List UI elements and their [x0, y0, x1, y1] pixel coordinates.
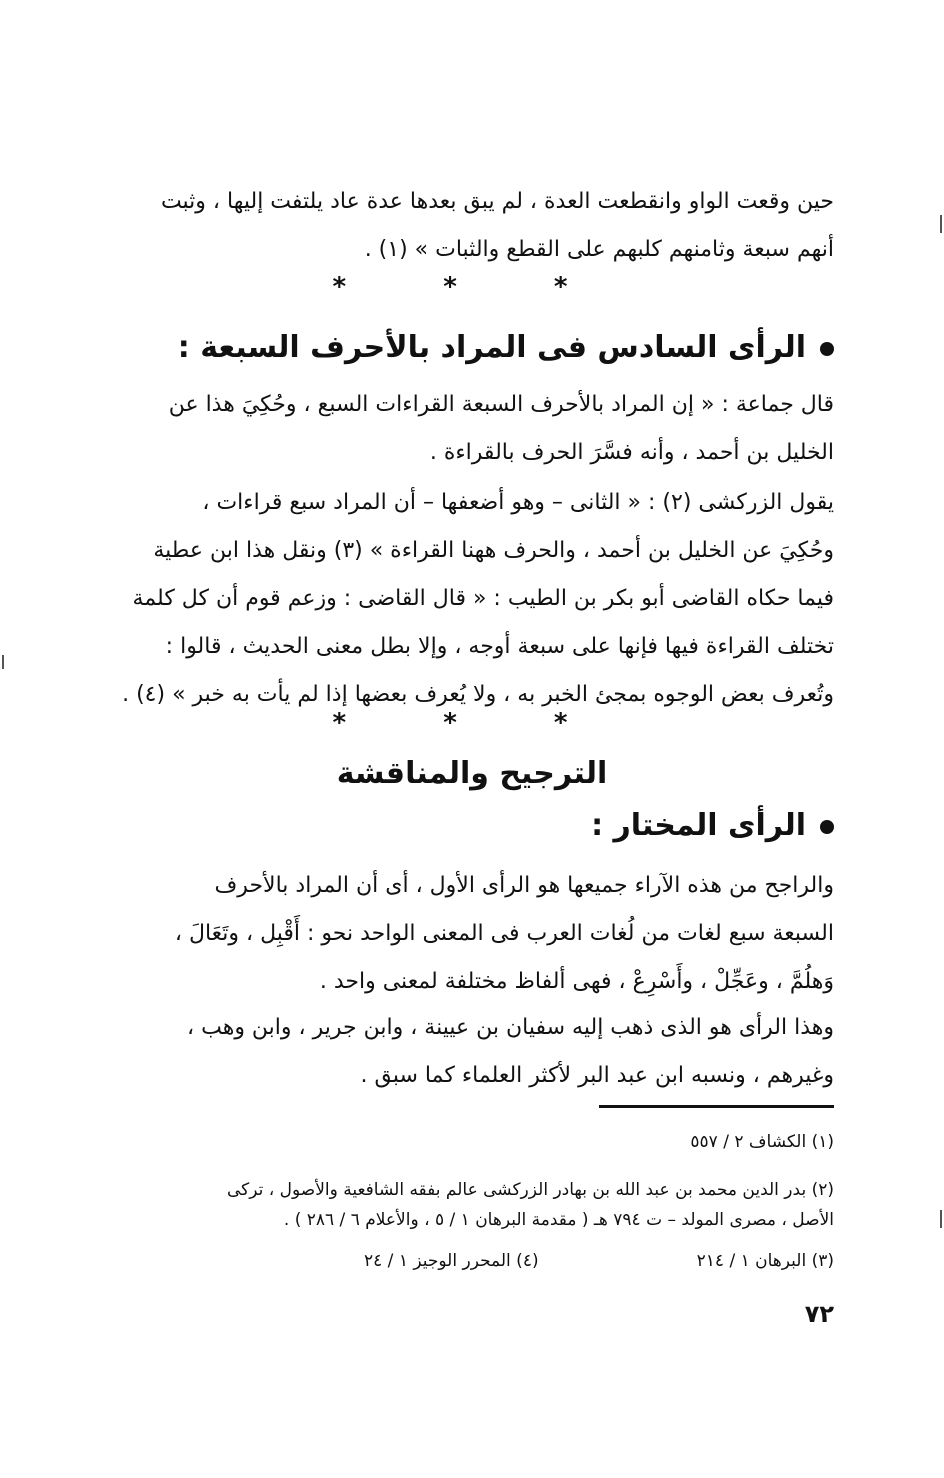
- text-line: السبعة سبع لغات من لُغات العرب فى المعنى الواحد نحو : أَقْبِل ، وتَعَالَ ،: [174, 921, 834, 946]
- heading-sixth-opinion: [178, 330, 834, 365]
- footnote-rule: [599, 1105, 834, 1108]
- bullet-icon: [820, 342, 834, 356]
- page-number: ٧٢: [804, 1300, 834, 1328]
- text-line: وهذا الرأى هو الذى ذهب إليه سفيان بن عيينة ، وابن جرير ، وابن وهب ،: [187, 1015, 834, 1040]
- text-line: تختلف القراءة فيها فإنها على سبعة أوجه ، وإلا بطل معنى الحديث ، قالوا :: [165, 634, 834, 659]
- scan-mark: [940, 215, 942, 233]
- paragraph-zarkashi: [109, 479, 834, 719]
- heading-chosen-opinion: [591, 808, 834, 843]
- paragraph-continuation: [109, 178, 834, 274]
- text-line: والراجح من هذه الآراء جميعها هو الرأى الأول ، أى أن المراد بالأحرف: [214, 873, 834, 898]
- footnote-4: (٤) المحرر الوجيز ١ / ٢٤: [364, 1251, 539, 1271]
- paragraph-sixth-opinion-quote: [109, 381, 834, 477]
- text-line: حين وقعت الواو وانقطعت العدة ، لم يبق بعدها عدة عاد يلتفت إليها ، وثبت: [160, 189, 834, 214]
- section-separator: * * *: [332, 708, 612, 738]
- heading-text: الرأى السادس فى المراد بالأحرف السبعة :: [177, 330, 806, 365]
- section-title: الترجيح والمناقشة: [336, 756, 608, 791]
- text-line: فيما حكاه القاضى أبو بكر بن الطيب : « قال القاضى : وزعم قوم أن كل كلمة: [132, 586, 834, 611]
- text-line: الخليل بن أحمد ، وأنه فسَّرَ الحرف بالقراءة .: [429, 440, 834, 465]
- footnote-text: (٢) بدر الدين محمد بن عبد الله بن بهادر الزركشى عالم بفقه الشافعية والأصول ، تركى: [226, 1180, 834, 1200]
- text-line: قال جماعة : « إن المراد بالأحرف السبعة القراءات السبع ، وحُكِيَ هذا عن: [168, 392, 834, 417]
- footnote-text: (١) الكشاف ٢ / ٥٥٧: [690, 1132, 834, 1152]
- scan-mark: [940, 1210, 942, 1228]
- footnote-1: [109, 1127, 834, 1157]
- footnote-row-3-4: [109, 1251, 834, 1271]
- heading-text: الرأى المختار :: [591, 808, 806, 843]
- footnote-2: [109, 1175, 834, 1235]
- text-line: وحُكِيَ عن الخليل بن أحمد ، والحرف ههنا القراءة » (٣) ونقل هذا ابن عطية: [153, 538, 834, 563]
- text-line: وغيرهم ، ونسبه ابن عبد البر لأكثر العلماء كما سبق .: [360, 1063, 834, 1088]
- text-line: وتُعرف بعض الوجوه بمجئ الخبر به ، ولا يُعرف بعضها إذا لم يأت به خبر » (٤) .: [122, 682, 834, 707]
- footnote-3: (٣) البرهان ١ / ٢١٤: [696, 1251, 834, 1271]
- paragraph-supporters: [109, 1004, 834, 1100]
- paragraph-chosen-opinion: [109, 862, 834, 1006]
- section-separator: * * *: [332, 272, 612, 302]
- text-line: وَهلُمَّ ، وعَجِّلْ ، وأَسْرِعْ ، فهى ألفاظ مختلفة لمعنى واحد .: [319, 969, 834, 994]
- text-line: يقول الزركشى (٢) : « الثانى – وهو أضعفها – أن المراد سبع قراءات ،: [202, 490, 834, 515]
- scan-mark: [2, 655, 4, 669]
- footnote-text: الأصل ، مصرى المولد – ت ٧٩٤ هـ ( مقدمة البرهان ١ / ٥ ، والأعلام ٦ / ٢٨٦ ) .: [283, 1210, 834, 1230]
- text-line: أنهم سبعة وثامنهم كلبهم على القطع والثبات » (١) .: [364, 237, 834, 262]
- bullet-icon: [820, 820, 834, 834]
